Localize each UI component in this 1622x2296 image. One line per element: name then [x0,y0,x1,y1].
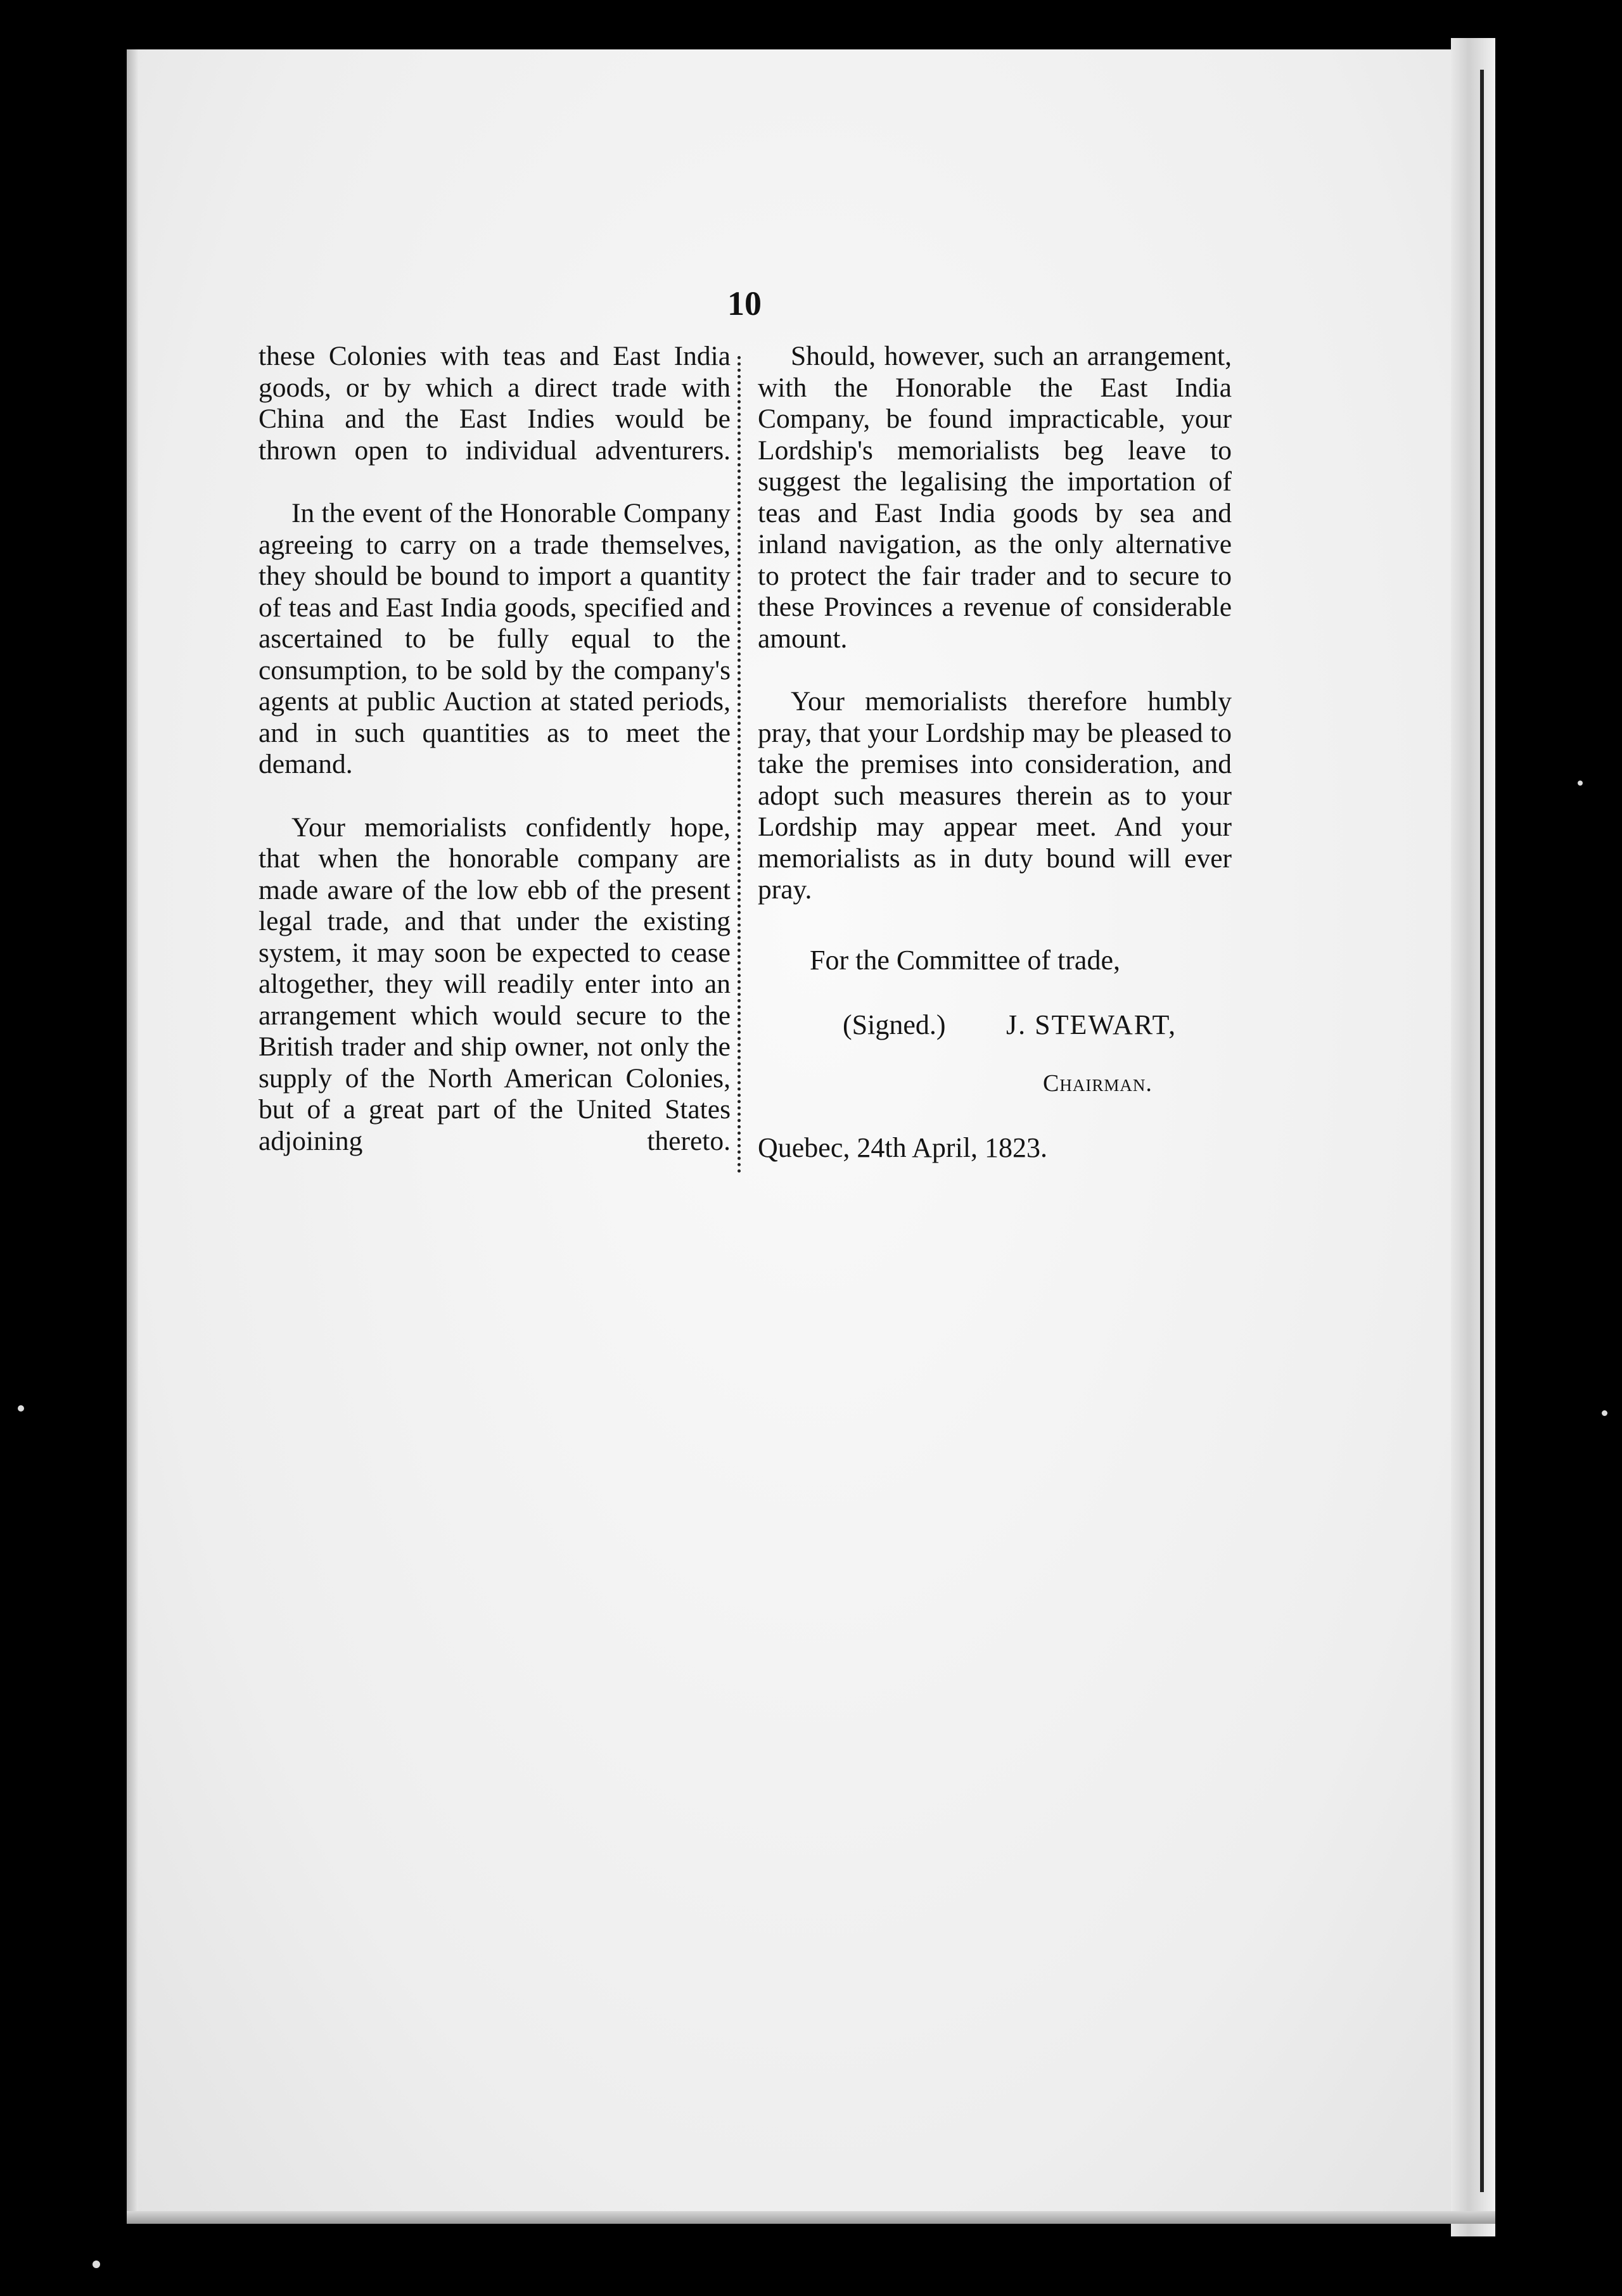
dust-speck [93,2261,100,2268]
page-edge-shadow [127,49,138,2223]
page-number: 10 [727,284,762,322]
paragraph: Your memorialists therefore humbly pray, that your Lordship may be pleased to take the premises into consideration, and adopt such measures therein as to your Lordship may appear meet. And your memorialists as in duty bound will ever pray. [758,686,1232,905]
paragraph: Your memorialists confidently hope, that when the honorable company are made aware of the low ebb of the present legal trade, and that under the existing system, it may soon be expected to cease altogether, they will readily enter into an arrangement which would secure to the British trader and ship owner, not only the supply of the North American Colonies, but of a great part of the United States adjoining thereto. [259,812,731,1156]
binding-line [1480,70,1484,2192]
dust-speck [1578,781,1583,786]
column-divider [738,356,750,1173]
signature-name: J. STEWART, [1006,1009,1177,1040]
signature-title: Chairman. [1043,1070,1153,1097]
page-bottom-edge [127,2211,1495,2224]
right-text-column [758,341,1232,938]
paragraph: In the event of the Honorable Company agreeing to carry on a trade themselves, they should be bound to import a quantity of teas and East India goods, specified and ascertained to be fully equal to the consumption, to be sold by the company's agents at public Auction at stated periods, and in such quantities as to meet the demand. [259,498,731,779]
signature-signed-label: (Signed.) [843,1009,946,1040]
paragraph: Should, however, such an arrangement, with the Honorable the East India Company, be found impracticable, your Lordship's memorialists beg leave to suggest the legalising the importation of teas and East India goods by sea and inland navigation, as the only alternative to protect the fair trader and to secure to these Provinces a revenue of considerable amount. [758,341,1232,654]
left-text-column [259,341,731,1189]
next-page-edge [1451,38,1495,2236]
signature-committee: For the Committee of trade, [810,945,1120,976]
paragraph: these Colonies with teas and East India goods, or by which a direct trade with China and the East Indies would be thrown open to individual adventurers. [259,341,731,466]
signature-date: Quebec, 24th April, 1823. [758,1132,1048,1163]
dust-speck [18,1405,24,1412]
dust-speck [1602,1410,1607,1416]
